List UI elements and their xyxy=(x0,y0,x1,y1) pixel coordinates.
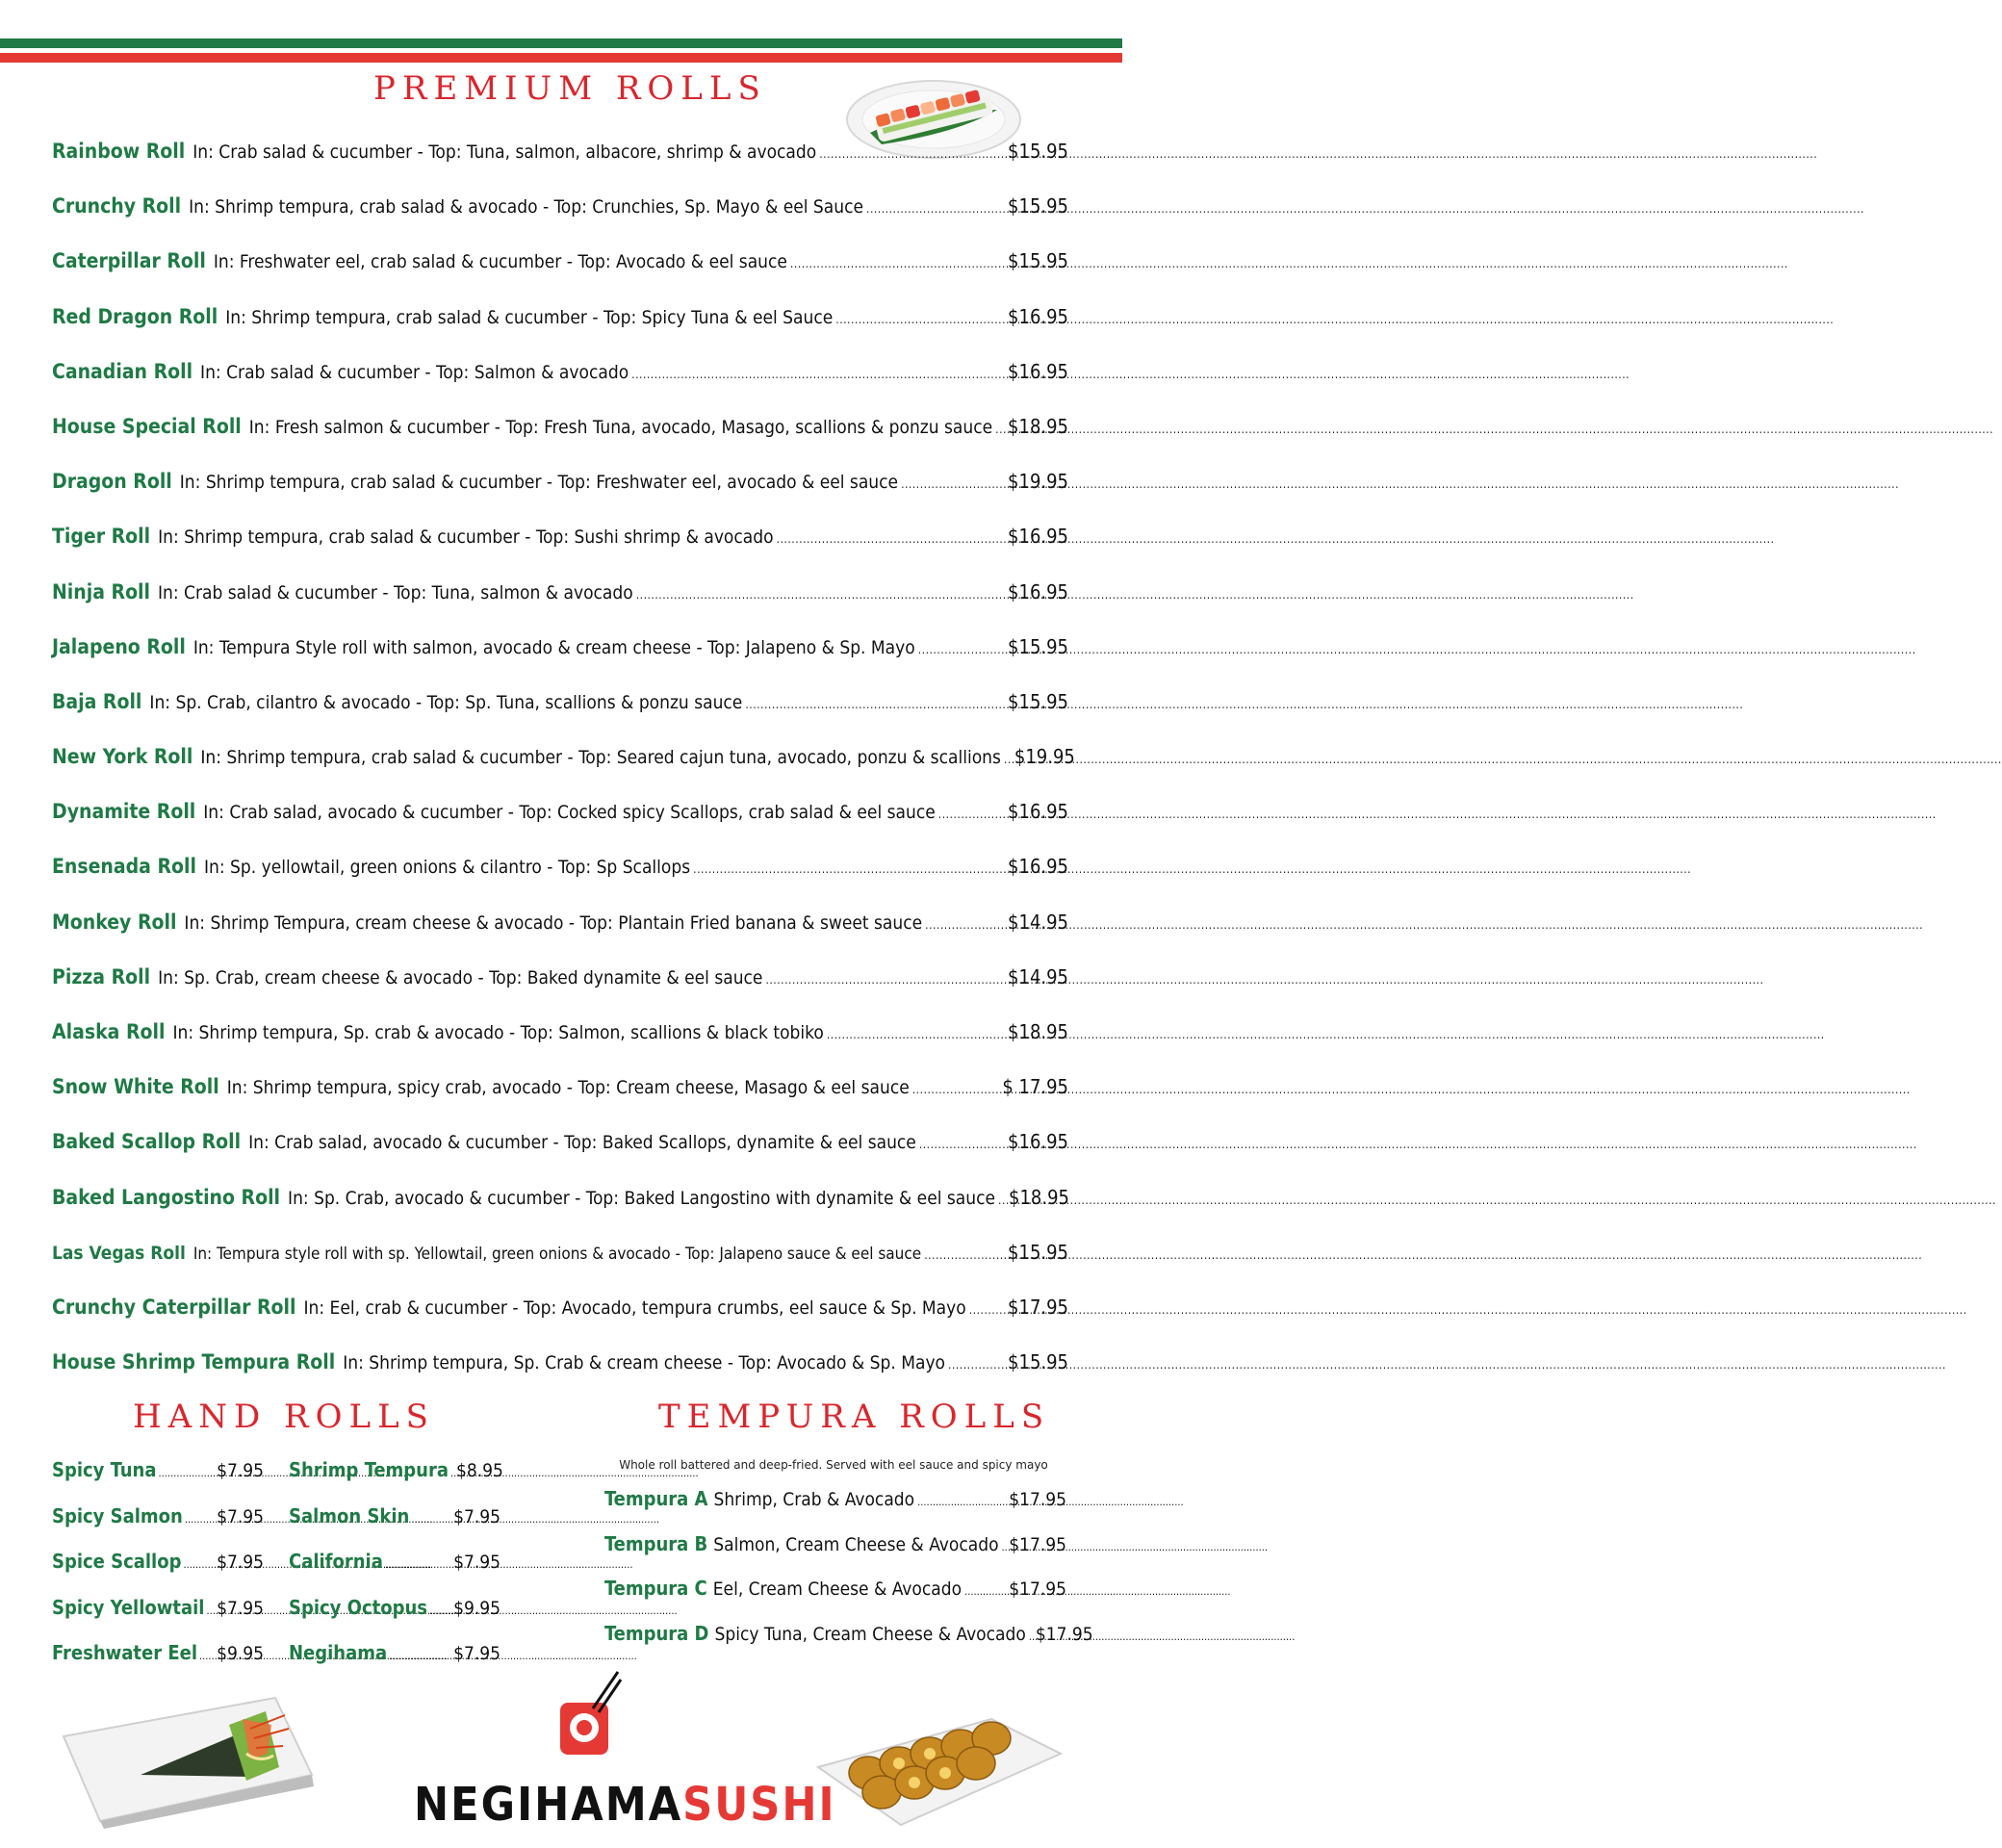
item-name: Spicy Octopus xyxy=(289,1595,427,1619)
item-description: In: Fresh salmon & cucumber - Top: Fresh Tuna, avocado, Masago, scallions & ponzu sauce xyxy=(248,416,993,438)
item-name: Crunchy Roll xyxy=(52,194,182,218)
menu-item xyxy=(52,635,1068,690)
item-price: $15.95 xyxy=(1008,634,1068,658)
item-name: Salmon Skin xyxy=(289,1503,410,1527)
item-name: California xyxy=(289,1550,383,1573)
menu-item xyxy=(52,745,1075,800)
hand-rolls-heading: HAND ROLLS xyxy=(133,1398,435,1436)
item-description: In: Shrimp tempura, Sp. crab & avocado - Top: Salmon, scallions & black tobiko xyxy=(172,1022,824,1043)
menu-item xyxy=(52,1130,1068,1185)
leader-dots xyxy=(199,1650,215,1662)
item-description: Spicy Tuna, Cream Cheese & Avocado xyxy=(714,1623,1026,1645)
item-name: Tempura B xyxy=(604,1531,708,1555)
item-name: Monkey Roll xyxy=(52,910,177,934)
sushi-chopsticks-icon xyxy=(554,1670,622,1761)
logo-text-sushi: SUSHI xyxy=(682,1778,836,1832)
item-name: Baked Scallop Roll xyxy=(52,1130,242,1154)
leader-dots xyxy=(790,257,1005,270)
item-description: In: Tempura style roll with sp. Yellowtail, green onions & avocado - Top: Jalapeno sauce & eel sauce xyxy=(192,1244,922,1264)
item-price: $15.95 xyxy=(1008,1240,1068,1264)
tempura-roll-plate-image xyxy=(808,1692,1068,1836)
leader-dots xyxy=(411,1513,451,1526)
item-name: Shrimp Tempura xyxy=(289,1458,449,1481)
item-description: In: Crab salad & cucumber - Top: Tuna, salmon & avocado xyxy=(158,581,633,603)
leader-dots xyxy=(917,1496,1006,1508)
leader-dots xyxy=(1029,1630,1033,1643)
menu-item xyxy=(52,911,1068,965)
menu-item xyxy=(52,1241,1068,1296)
item-name: Pizza Roll xyxy=(52,964,151,988)
menu-item xyxy=(289,1458,503,1504)
item-price: $15.95 xyxy=(1008,249,1068,273)
leader-dots xyxy=(998,1194,1006,1207)
leader-dots xyxy=(819,147,1005,161)
item-name: Dynamite Roll xyxy=(52,800,196,824)
menu-item xyxy=(604,1532,1066,1578)
menu-item xyxy=(52,1550,264,1596)
menu-item xyxy=(52,965,1068,1020)
item-price: $16.95 xyxy=(1008,579,1068,603)
item-name: House Special Roll xyxy=(52,414,242,438)
item-price: $14.95 xyxy=(1008,964,1068,988)
leader-dots xyxy=(185,1513,215,1526)
item-price: $7.95 xyxy=(217,1460,264,1481)
item-name: Ensenada Roll xyxy=(52,855,196,879)
menu-item xyxy=(52,580,1068,635)
menu-item xyxy=(52,1296,1068,1350)
leader-dots xyxy=(1004,753,1012,766)
item-description: In: Crab salad & cucumber - Top: Salmon & avocado xyxy=(200,361,629,383)
item-name: Caterpillar Roll xyxy=(52,249,206,273)
menu-item xyxy=(52,470,1068,525)
menu-item xyxy=(604,1487,1066,1532)
menu-item xyxy=(52,1641,264,1687)
item-description: In: Shrimp Tempura, cream cheese & avocado - Top: Plantain Fried banana & sweet sauce xyxy=(184,911,923,934)
menu-item xyxy=(52,140,1068,194)
leader-dots xyxy=(1002,1541,1007,1553)
leader-dots xyxy=(924,1248,1005,1262)
item-description: In: Crab salad, avocado & cucumber - Top: Baked Scallops, dynamite & eel sauce xyxy=(248,1132,916,1154)
item-price: $7.95 xyxy=(217,1552,264,1573)
premium-rolls-heading: PREMIUM ROLLS xyxy=(373,69,767,108)
item-name: Las Vegas Roll xyxy=(52,1242,186,1264)
menu-item xyxy=(604,1577,1066,1622)
leader-dots xyxy=(938,808,1005,821)
item-name: Red Dragon Roll xyxy=(52,304,218,328)
item-price: $16.95 xyxy=(1008,855,1068,879)
leader-dots xyxy=(206,1604,215,1617)
hand-rolls-column-left xyxy=(52,1458,264,1687)
item-description: In: Sp. yellowtail, green onions & cilantro - Top: Sp Scallops xyxy=(203,857,691,879)
item-name: Tempura D xyxy=(604,1621,709,1645)
item-price: $9.95 xyxy=(453,1597,500,1619)
leader-dots xyxy=(777,532,1005,546)
leader-dots xyxy=(745,698,1005,711)
item-description: In: Shrimp tempura, crab salad & cucumber - Top: Seared cajun tuna, avocado, ponzu & scallions xyxy=(200,747,1001,769)
item-description: In: Freshwater eel, crab salad & cucumber - Top: Avocado & eel sauce xyxy=(213,251,787,273)
hand-rolls-list xyxy=(52,1458,503,1687)
item-description: In: Sp. Crab, avocado & cucumber - Top: Baked Langostino with dynamite & eel sauce xyxy=(288,1187,996,1209)
menu-item xyxy=(52,249,1068,304)
tempura-rolls-heading: TEMPURA ROLLS xyxy=(658,1398,1051,1436)
item-description: In: Eel, crab & cucumber - Top: Avocado, tempura crumbs, eel sauce & Sp. Mayo xyxy=(303,1296,966,1319)
item-name: Jalapeno Roll xyxy=(52,634,186,658)
leader-dots xyxy=(995,423,1005,436)
item-description: In: Crab salad, avocado & cucumber - Top: Cocked spicy Scallops, crab salad & eel sauce xyxy=(203,802,936,824)
item-price: $17.95 xyxy=(1009,1489,1066,1510)
item-price: $7.95 xyxy=(453,1505,500,1527)
hand-roll-plate-image xyxy=(54,1686,323,1831)
item-description: In: Crab salad & cucumber - Top: Tuna, salmon, albacore, shrimp & avocado xyxy=(192,141,817,163)
menu-item xyxy=(289,1596,500,1642)
item-name: Spice Scallop xyxy=(52,1550,182,1573)
item-description: In: Shrimp tempura, crab salad & cucumber - Top: Spicy Tuna & eel Sauce xyxy=(225,306,834,328)
item-price: $7.95 xyxy=(217,1597,264,1619)
top-stripe-red xyxy=(0,53,1122,63)
item-price: $19.95 xyxy=(1008,470,1068,494)
item-price: $16.95 xyxy=(1008,525,1068,549)
item-price: $18.95 xyxy=(1008,1020,1068,1043)
item-description: Eel, Cream Cheese & Avocado xyxy=(712,1578,962,1600)
item-price: $17.95 xyxy=(1009,1578,1066,1600)
item-name: Freshwater Eel xyxy=(52,1641,197,1664)
leader-dots xyxy=(925,918,1005,932)
item-description: In: Tempura Style roll with salmon, avocado & cream cheese - Top: Jalapeno & Sp. Mayo xyxy=(192,636,915,658)
item-name: House Shrimp Tempura Roll xyxy=(52,1350,336,1374)
item-price: $16.95 xyxy=(1008,359,1068,383)
leader-dots xyxy=(901,477,1005,491)
item-price: $16.95 xyxy=(1008,304,1068,328)
leader-dots xyxy=(866,202,1005,216)
hand-rolls-column-right xyxy=(289,1458,503,1687)
item-name: Negihama xyxy=(289,1641,388,1664)
item-price: $9.95 xyxy=(217,1643,264,1664)
leader-dots xyxy=(389,1650,451,1662)
menu-item xyxy=(52,194,1068,249)
item-price: $16.95 xyxy=(1008,800,1068,824)
menu-item xyxy=(52,415,1068,470)
menu-item xyxy=(52,1075,1068,1130)
leader-dots xyxy=(631,368,1005,381)
menu-item xyxy=(52,855,1068,910)
item-name: Spicy Tuna xyxy=(52,1458,157,1481)
premium-rolls-list xyxy=(52,140,1075,1405)
menu-item xyxy=(52,525,1068,579)
item-price: $19.95 xyxy=(1014,745,1075,769)
logo-text-negihama: NEGIHAMA xyxy=(414,1778,683,1832)
item-description: In: Shrimp tempura, crab salad & cucumber - Top: Sushi shrimp & avocado xyxy=(158,526,774,549)
leader-dots xyxy=(912,1083,1000,1096)
leader-dots xyxy=(835,313,1005,326)
negihama-sushi-logo xyxy=(414,1670,836,1843)
item-name: New York Roll xyxy=(52,745,193,769)
item-price: $15.95 xyxy=(1008,689,1068,713)
leader-dots xyxy=(969,1303,1005,1317)
leader-dots xyxy=(948,1358,1005,1372)
leader-dots xyxy=(827,1028,1005,1041)
item-name: Ninja Roll xyxy=(52,579,150,603)
item-price: $14.95 xyxy=(1008,910,1068,934)
item-name: Alaska Roll xyxy=(52,1020,166,1043)
item-name: Snow White Roll xyxy=(52,1075,219,1099)
logo-wordmark xyxy=(414,1778,836,1832)
item-description: In: Sp. Crab, cream cheese & avocado - Top: Baked dynamite & eel sauce xyxy=(158,966,763,988)
menu-item xyxy=(604,1621,1093,1667)
leader-dots xyxy=(385,1558,451,1571)
item-price: $18.95 xyxy=(1009,1185,1069,1209)
leader-dots xyxy=(450,1467,454,1479)
tempura-description: Whole roll battered and deep-fried. Served with eel sauce and spicy mayo xyxy=(619,1458,1048,1472)
item-description: In: Shrimp tempura, crab salad & avocado - Top: Crunchies, Sp. Mayo & eel Sauce xyxy=(189,196,864,218)
item-price: $15.95 xyxy=(1008,1350,1068,1374)
item-name: Tempura C xyxy=(604,1577,707,1600)
tempura-rolls-list xyxy=(604,1487,1093,1666)
menu-item xyxy=(52,1186,1068,1241)
item-name: Rainbow Roll xyxy=(52,140,186,163)
item-price: $15.95 xyxy=(1008,194,1068,218)
leader-dots xyxy=(918,643,1005,656)
menu-item xyxy=(52,1596,264,1642)
item-description: In: Shrimp tempura, spicy crab, avocado - Top: Cream cheese, Masago & eel sauce xyxy=(226,1077,910,1099)
menu-item xyxy=(52,800,1068,855)
item-price: $8.95 xyxy=(456,1460,503,1481)
item-price: $7.95 xyxy=(217,1505,264,1527)
item-price: $7.95 xyxy=(453,1643,500,1664)
leader-dots xyxy=(765,973,1005,987)
item-price: $7.95 xyxy=(453,1552,500,1573)
menu-item xyxy=(52,1458,264,1504)
item-name: Tiger Roll xyxy=(52,525,151,549)
item-name: Canadian Roll xyxy=(52,359,193,383)
leader-dots xyxy=(693,862,1005,876)
leader-dots xyxy=(964,1585,1006,1598)
item-description: Shrimp, Crab & Avocado xyxy=(713,1489,915,1510)
item-name: Spicy Salmon xyxy=(52,1503,183,1527)
leader-dots xyxy=(429,1604,451,1617)
item-description: Salmon, Cream Cheese & Avocado xyxy=(713,1533,999,1555)
item-price: $17.95 xyxy=(1035,1623,1093,1645)
top-stripe-green xyxy=(0,38,1122,48)
item-price: $17.95 xyxy=(1009,1533,1066,1555)
menu-item xyxy=(52,305,1068,360)
item-price: $18.95 xyxy=(1008,414,1068,438)
menu-item xyxy=(289,1504,500,1551)
item-price: $ 17.95 xyxy=(1002,1075,1068,1099)
menu-item xyxy=(289,1550,500,1596)
leader-dots xyxy=(159,1467,216,1479)
item-name: Spicy Yellowtail xyxy=(52,1595,205,1619)
leader-dots xyxy=(919,1138,1005,1151)
item-price: $16.95 xyxy=(1008,1130,1068,1154)
item-description: In: Shrimp tempura, crab salad & cucumber - Top: Freshwater eel, avocado & eel sauce xyxy=(179,472,899,494)
item-name: Baked Langostino Roll xyxy=(52,1185,281,1209)
item-description: In: Shrimp tempura, Sp. Crab & cream cheese - Top: Avocado & Sp. Mayo xyxy=(343,1352,946,1374)
item-name: Crunchy Caterpillar Roll xyxy=(52,1295,296,1319)
item-price: $15.95 xyxy=(1008,140,1068,163)
item-name: Baja Roll xyxy=(52,689,142,713)
item-name: Tempura A xyxy=(604,1487,708,1510)
item-price: $17.95 xyxy=(1008,1295,1068,1319)
menu-item xyxy=(52,1504,264,1551)
leader-dots xyxy=(636,588,1005,602)
item-description: In: Sp. Crab, cilantro & avocado - Top: Sp. Tuna, scallions & ponzu sauce xyxy=(149,691,743,713)
item-name: Dragon Roll xyxy=(52,470,172,494)
leader-dots xyxy=(183,1558,215,1571)
menu-item xyxy=(52,1020,1068,1075)
menu-item xyxy=(52,360,1068,415)
menu-item xyxy=(52,690,1068,745)
